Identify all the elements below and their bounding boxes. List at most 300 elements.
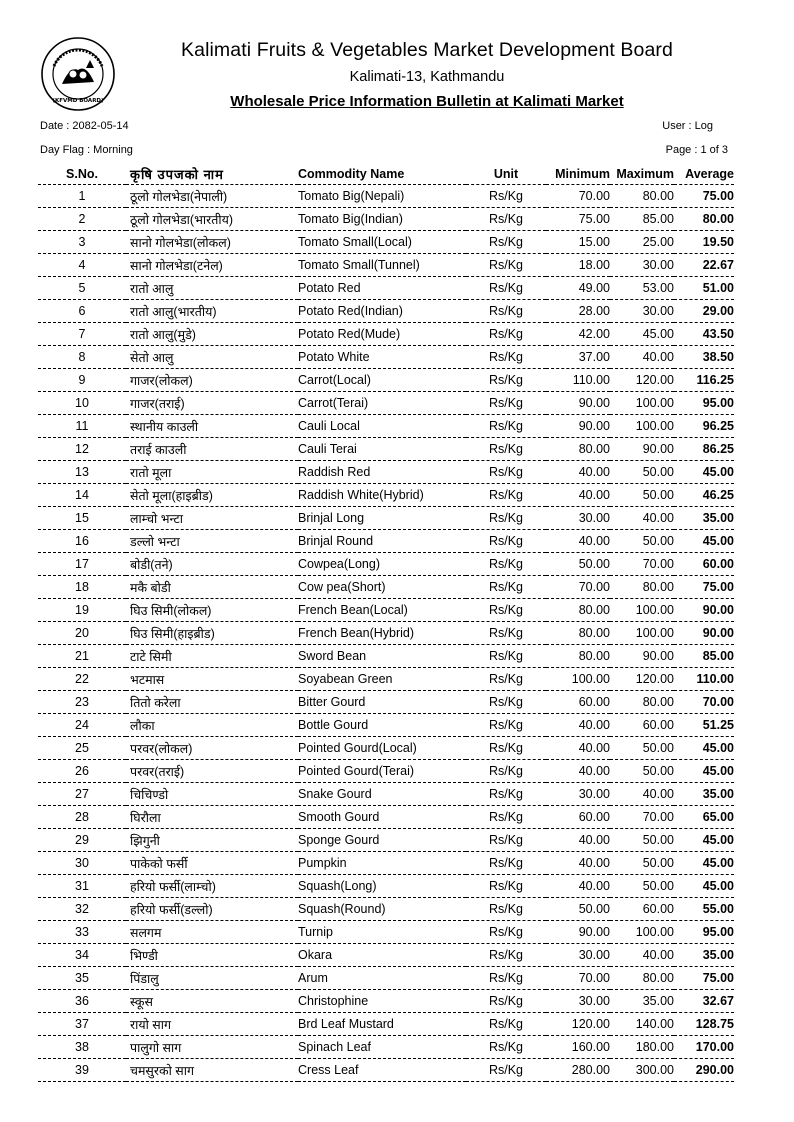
row-sno: 2 [38,208,126,231]
row-nepali-name: तराई काउली [126,438,298,461]
row-nepali-name: रातो आलु(मुडे) [126,323,298,346]
row-maximum: 50.00 [610,737,674,760]
row-maximum: 45.00 [610,323,674,346]
row-maximum: 85.00 [610,208,674,231]
row-maximum: 40.00 [610,507,674,530]
row-sno: 34 [38,944,126,967]
row-maximum: 50.00 [610,484,674,507]
row-maximum: 100.00 [610,921,674,944]
row-average: 32.67 [674,990,734,1013]
row-minimum: 42.00 [546,323,610,346]
row-sno: 24 [38,714,126,737]
row-average: 170.00 [674,1036,734,1059]
row-unit: Rs/Kg [466,530,546,553]
row-maximum: 60.00 [610,714,674,737]
row-average: 65.00 [674,806,734,829]
row-minimum: 90.00 [546,921,610,944]
row-unit: Rs/Kg [466,852,546,875]
row-commodity: Potato Red(Indian) [298,300,466,323]
row-sno: 28 [38,806,126,829]
row-sno: 20 [38,622,126,645]
row-commodity: Potato Red [298,277,466,300]
row-average: 45.00 [674,829,734,852]
row-minimum: 30.00 [546,783,610,806]
row-maximum: 50.00 [610,760,674,783]
row-minimum: 40.00 [546,760,610,783]
table-row [38,553,734,576]
row-nepali-name: रातो आलु(भारतीय) [126,300,298,323]
row-commodity: Tomato Small(Tunnel) [298,254,466,277]
row-average: 75.00 [674,967,734,990]
row-sno: 8 [38,346,126,369]
row-sno: 5 [38,277,126,300]
row-average: 75.00 [674,185,734,208]
row-nepali-name: चिचिण्डो [126,783,298,806]
table-row [38,185,734,208]
row-commodity: Pointed Gourd(Terai) [298,760,466,783]
row-commodity: Carrot(Terai) [298,392,466,415]
row-maximum: 100.00 [610,599,674,622]
row-average: 45.00 [674,875,734,898]
row-unit: Rs/Kg [466,898,546,921]
table-row [38,530,734,553]
row-commodity: French Bean(Local) [298,599,466,622]
row-unit: Rs/Kg [466,415,546,438]
row-nepali-name: सलगम [126,921,298,944]
table-row [38,415,734,438]
row-maximum: 40.00 [610,783,674,806]
row-average: 70.00 [674,691,734,714]
row-maximum: 50.00 [610,461,674,484]
row-average: 128.75 [674,1013,734,1036]
row-unit: Rs/Kg [466,875,546,898]
row-maximum: 50.00 [610,875,674,898]
row-average: 29.00 [674,300,734,323]
row-nepali-name: ठूलो गोलभेडा(नेपाली) [126,185,298,208]
row-maximum: 100.00 [610,622,674,645]
row-nepali-name: घिउ सिमी(हाइब्रीड) [126,622,298,645]
row-nepali-name: हरियो फर्सी(डल्लो) [126,898,298,921]
row-average: 86.25 [674,438,734,461]
row-minimum: 90.00 [546,415,610,438]
table-row [38,484,734,507]
row-minimum: 37.00 [546,346,610,369]
table-row [38,898,734,921]
col-commodity: Commodity Name [298,163,466,185]
row-sno: 21 [38,645,126,668]
row-commodity: Bitter Gourd [298,691,466,714]
table-row [38,760,734,783]
row-unit: Rs/Kg [466,783,546,806]
row-average: 22.67 [674,254,734,277]
col-average: Average [674,163,734,185]
row-nepali-name: डल्लो भन्टा [126,530,298,553]
row-nepali-name: घिउ सिमी(लोकल) [126,599,298,622]
row-commodity: Pumpkin [298,852,466,875]
row-unit: Rs/Kg [466,369,546,392]
row-nepali-name: लाम्चो भन्टा [126,507,298,530]
row-maximum: 80.00 [610,576,674,599]
row-sno: 13 [38,461,126,484]
row-unit: Rs/Kg [466,231,546,254]
report-date: Date : 2082-05-14 [40,120,129,132]
row-unit: Rs/Kg [466,461,546,484]
row-unit: Rs/Kg [466,438,546,461]
table-row [38,737,734,760]
row-commodity: Raddish White(Hybrid) [298,484,466,507]
row-unit: Rs/Kg [466,300,546,323]
table-row [38,369,734,392]
row-nepali-name: सानो गोलभेडा(लोकल) [126,231,298,254]
row-minimum: 100.00 [546,668,610,691]
row-commodity: Brinjal Long [298,507,466,530]
row-average: 35.00 [674,944,734,967]
row-commodity: Arum [298,967,466,990]
price-table [38,163,734,1082]
row-sno: 26 [38,760,126,783]
row-maximum: 100.00 [610,392,674,415]
row-average: 35.00 [674,507,734,530]
row-nepali-name: सेतो आलु [126,346,298,369]
row-minimum: 70.00 [546,185,610,208]
row-average: 45.00 [674,461,734,484]
table-header-row [38,163,734,185]
table-row [38,208,734,231]
row-nepali-name: तितो करेला [126,691,298,714]
row-unit: Rs/Kg [466,346,546,369]
row-sno: 36 [38,990,126,1013]
row-minimum: 160.00 [546,1036,610,1059]
table-row [38,691,734,714]
table-row [38,668,734,691]
svg-text:(KFVMD BOARD): (KFVMD BOARD) [52,98,104,104]
row-commodity: Smooth Gourd [298,806,466,829]
row-minimum: 49.00 [546,277,610,300]
row-unit: Rs/Kg [466,622,546,645]
row-sno: 18 [38,576,126,599]
row-nepali-name: हरियो फर्सी(लाम्चो) [126,875,298,898]
row-maximum: 60.00 [610,898,674,921]
row-minimum: 50.00 [546,553,610,576]
row-commodity: Okara [298,944,466,967]
row-maximum: 40.00 [610,944,674,967]
col-minimum: Minimum [546,163,610,185]
row-minimum: 40.00 [546,875,610,898]
row-average: 110.00 [674,668,734,691]
row-maximum: 80.00 [610,967,674,990]
row-maximum: 80.00 [610,185,674,208]
table-row [38,921,734,944]
row-minimum: 30.00 [546,990,610,1013]
row-unit: Rs/Kg [466,208,546,231]
row-minimum: 28.00 [546,300,610,323]
row-nepali-name: स्कूस [126,990,298,1013]
table-row [38,1036,734,1059]
page-number: Page : 1 of 3 [665,144,728,156]
row-minimum: 40.00 [546,484,610,507]
row-commodity: Cowpea(Long) [298,553,466,576]
row-minimum: 40.00 [546,714,610,737]
row-minimum: 75.00 [546,208,610,231]
row-unit: Rs/Kg [466,944,546,967]
row-commodity: Soyabean Green [298,668,466,691]
row-unit: Rs/Kg [466,484,546,507]
row-average: 90.00 [674,622,734,645]
row-minimum: 60.00 [546,806,610,829]
row-commodity: Cauli Local [298,415,466,438]
row-unit: Rs/Kg [466,576,546,599]
row-maximum: 120.00 [610,668,674,691]
table-row [38,300,734,323]
bulletin-title: Wholesale Price Information Bulletin at Kalimati Market [230,93,624,110]
row-sno: 15 [38,507,126,530]
table-row [38,438,734,461]
row-commodity: Tomato Big(Indian) [298,208,466,231]
row-maximum: 300.00 [610,1059,674,1082]
row-nepali-name: रातो मूला [126,461,298,484]
table-row [38,944,734,967]
row-sno: 22 [38,668,126,691]
row-maximum: 140.00 [610,1013,674,1036]
row-commodity: Squash(Round) [298,898,466,921]
row-minimum: 15.00 [546,231,610,254]
row-commodity: Potato White [298,346,466,369]
row-sno: 23 [38,691,126,714]
row-unit: Rs/Kg [466,599,546,622]
row-average: 35.00 [674,783,734,806]
row-sno: 32 [38,898,126,921]
row-sno: 33 [38,921,126,944]
row-average: 43.50 [674,323,734,346]
row-minimum: 90.00 [546,392,610,415]
row-maximum: 70.00 [610,806,674,829]
row-commodity: Sponge Gourd [298,829,466,852]
table-row [38,507,734,530]
row-maximum: 180.00 [610,1036,674,1059]
row-nepali-name: परवर(लोकल) [126,737,298,760]
row-commodity: Tomato Big(Nepali) [298,185,466,208]
row-maximum: 80.00 [610,691,674,714]
row-sno: 27 [38,783,126,806]
row-maximum: 50.00 [610,530,674,553]
table-row [38,1059,734,1082]
row-average: 290.00 [674,1059,734,1082]
row-average: 38.50 [674,346,734,369]
row-sno: 10 [38,392,126,415]
table-row [38,806,734,829]
row-sno: 6 [38,300,126,323]
row-commodity: Tomato Small(Local) [298,231,466,254]
row-nepali-name: पिंडालु [126,967,298,990]
row-nepali-name: परवर(तराई) [126,760,298,783]
row-sno: 12 [38,438,126,461]
day-flag: Day Flag : Morning [40,144,133,156]
row-minimum: 60.00 [546,691,610,714]
row-unit: Rs/Kg [466,691,546,714]
row-maximum: 30.00 [610,254,674,277]
row-nepali-name: ठूलो गोलभेडा(भारतीय) [126,208,298,231]
table-row [38,829,734,852]
table-row [38,254,734,277]
table-row [38,990,734,1013]
row-unit: Rs/Kg [466,507,546,530]
row-nepali-name: चमसुरको साग [126,1059,298,1082]
row-maximum: 53.00 [610,277,674,300]
row-average: 51.25 [674,714,734,737]
row-minimum: 40.00 [546,461,610,484]
row-unit: Rs/Kg [466,806,546,829]
row-unit: Rs/Kg [466,392,546,415]
row-nepali-name: रातो आलु [126,277,298,300]
row-commodity: Brd Leaf Mustard [298,1013,466,1036]
row-minimum: 70.00 [546,967,610,990]
row-maximum: 35.00 [610,990,674,1013]
row-sno: 37 [38,1013,126,1036]
row-nepali-name: टाटे सिमी [126,645,298,668]
row-sno: 16 [38,530,126,553]
row-unit: Rs/Kg [466,668,546,691]
row-minimum: 18.00 [546,254,610,277]
row-maximum: 50.00 [610,829,674,852]
row-commodity: Snake Gourd [298,783,466,806]
row-commodity: Potato Red(Mude) [298,323,466,346]
row-sno: 9 [38,369,126,392]
row-maximum: 90.00 [610,438,674,461]
row-unit: Rs/Kg [466,990,546,1013]
row-unit: Rs/Kg [466,645,546,668]
board-title: Kalimati Fruits & Vegetables Market Development Board [181,39,673,61]
row-sno: 19 [38,599,126,622]
row-sno: 38 [38,1036,126,1059]
col-unit: Unit [466,163,546,185]
row-average: 95.00 [674,921,734,944]
row-maximum: 100.00 [610,415,674,438]
row-unit: Rs/Kg [466,553,546,576]
col-sno: S.No. [38,163,126,185]
row-commodity: French Bean(Hybrid) [298,622,466,645]
row-minimum: 80.00 [546,645,610,668]
row-average: 96.25 [674,415,734,438]
table-row [38,783,734,806]
row-sno: 39 [38,1059,126,1082]
row-minimum: 80.00 [546,599,610,622]
row-nepali-name: बोडी(तने) [126,553,298,576]
row-unit: Rs/Kg [466,829,546,852]
row-sno: 7 [38,323,126,346]
row-average: 55.00 [674,898,734,921]
row-average: 95.00 [674,392,734,415]
table-row [38,622,734,645]
row-nepali-name: झिगुनी [126,829,298,852]
row-commodity: Cow pea(Short) [298,576,466,599]
row-minimum: 30.00 [546,944,610,967]
col-nepali-name: कृषि उपजको नाम [126,163,298,185]
row-unit: Rs/Kg [466,185,546,208]
table-row [38,323,734,346]
row-unit: Rs/Kg [466,967,546,990]
table-row [38,277,734,300]
row-unit: Rs/Kg [466,1059,546,1082]
row-minimum: 120.00 [546,1013,610,1036]
row-sno: 1 [38,185,126,208]
row-average: 46.25 [674,484,734,507]
row-unit: Rs/Kg [466,1013,546,1036]
row-maximum: 120.00 [610,369,674,392]
row-commodity: Brinjal Round [298,530,466,553]
row-average: 45.00 [674,530,734,553]
row-maximum: 70.00 [610,553,674,576]
row-nepali-name: भटमास [126,668,298,691]
table-row [38,852,734,875]
row-average: 75.00 [674,576,734,599]
row-commodity: Carrot(Local) [298,369,466,392]
row-sno: 11 [38,415,126,438]
row-nepali-name: घिरौला [126,806,298,829]
row-commodity: Raddish Red [298,461,466,484]
table-row [38,231,734,254]
table-row [38,875,734,898]
table-row [38,461,734,484]
row-minimum: 50.00 [546,898,610,921]
row-commodity: Bottle Gourd [298,714,466,737]
row-minimum: 280.00 [546,1059,610,1082]
row-minimum: 40.00 [546,829,610,852]
row-maximum: 25.00 [610,231,674,254]
row-nepali-name: गाजर(तराई) [126,392,298,415]
row-unit: Rs/Kg [466,277,546,300]
row-sno: 30 [38,852,126,875]
row-average: 19.50 [674,231,734,254]
row-unit: Rs/Kg [466,1036,546,1059]
row-nepali-name: स्थानीय काउली [126,415,298,438]
row-nepali-name: गाजर(लोकल) [126,369,298,392]
row-commodity: Sword Bean [298,645,466,668]
table-row [38,1013,734,1036]
row-maximum: 30.00 [610,300,674,323]
row-nepali-name: भिण्डी [126,944,298,967]
row-sno: 17 [38,553,126,576]
row-minimum: 40.00 [546,737,610,760]
row-minimum: 70.00 [546,576,610,599]
row-minimum: 80.00 [546,438,610,461]
row-sno: 35 [38,967,126,990]
report-user: User : Log [662,120,713,132]
row-nepali-name: लौका [126,714,298,737]
row-sno: 3 [38,231,126,254]
row-nepali-name: पाकेको फर्सी [126,852,298,875]
board-address: Kalimati-13, Kathmandu [349,69,505,85]
row-average: 45.00 [674,737,734,760]
row-unit: Rs/Kg [466,921,546,944]
row-commodity: Cress Leaf [298,1059,466,1082]
row-minimum: 110.00 [546,369,610,392]
row-average: 90.00 [674,599,734,622]
row-sno: 4 [38,254,126,277]
row-unit: Rs/Kg [466,254,546,277]
row-nepali-name: रायो साग [126,1013,298,1036]
row-sno: 29 [38,829,126,852]
row-average: 45.00 [674,852,734,875]
row-average: 60.00 [674,553,734,576]
row-minimum: 40.00 [546,530,610,553]
row-nepali-name: पालुगो साग [126,1036,298,1059]
row-nepali-name: सानो गोलभेडा(टनेल) [126,254,298,277]
row-unit: Rs/Kg [466,760,546,783]
table-row [38,645,734,668]
table-row [38,714,734,737]
row-average: 45.00 [674,760,734,783]
row-maximum: 50.00 [610,852,674,875]
